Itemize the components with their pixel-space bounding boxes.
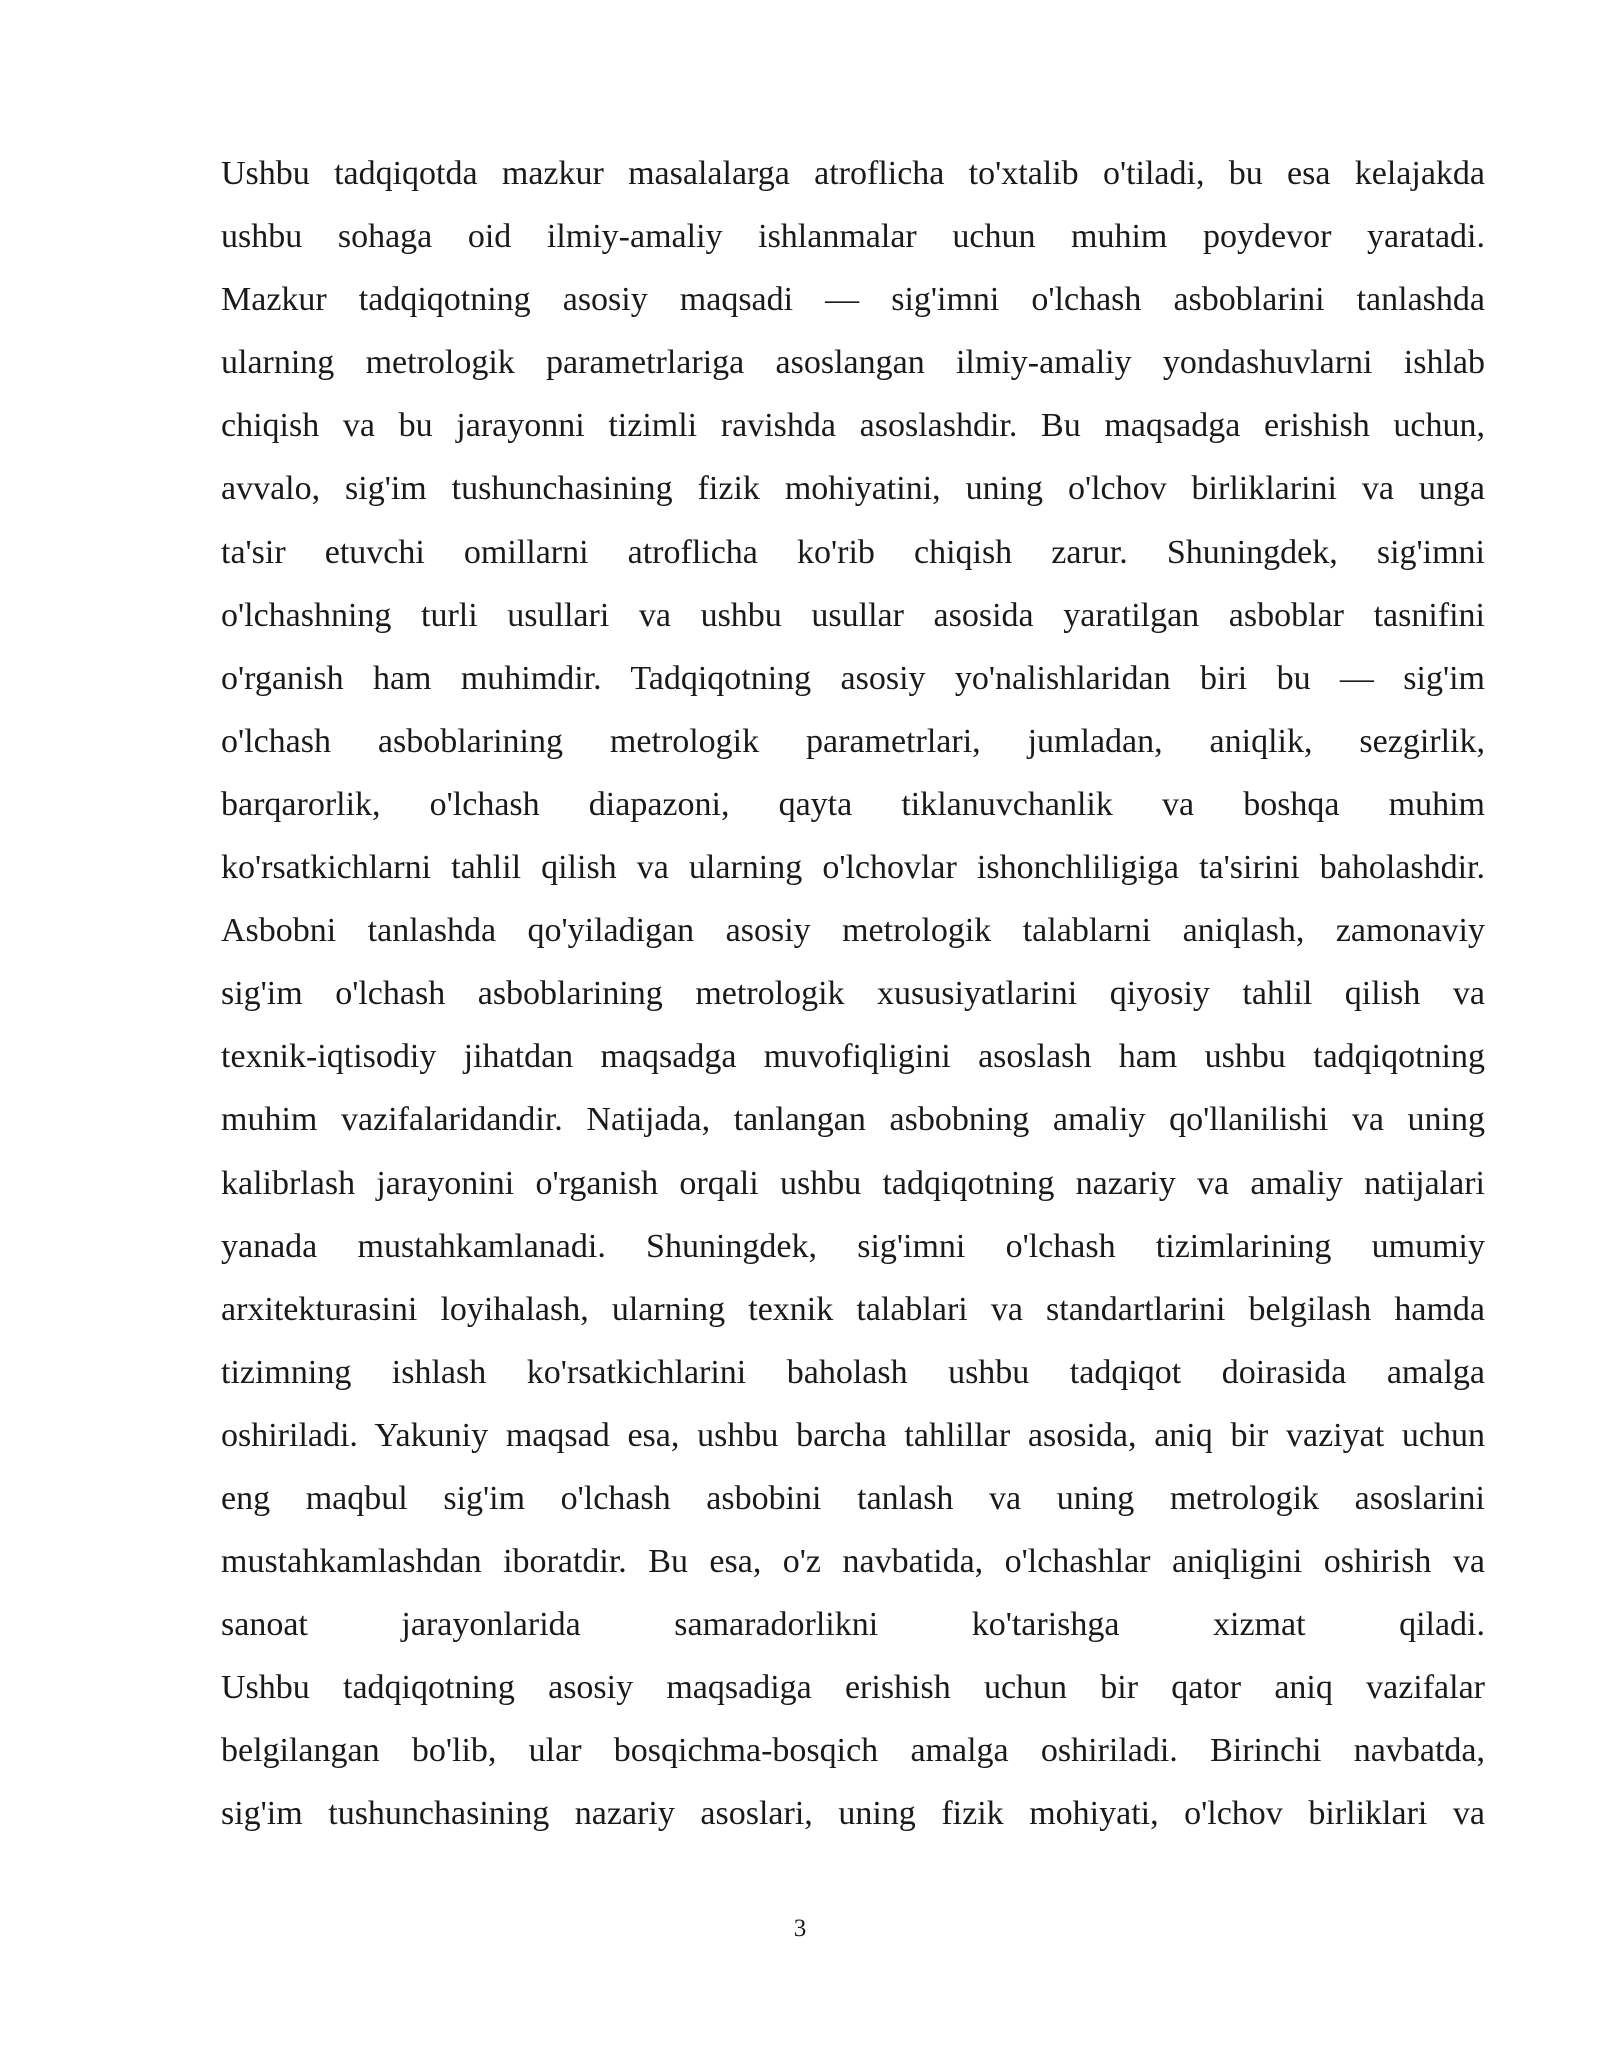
text-line: mustahkamlashdan iboratdir. Bu esa, o'z navbatida, o'lchashlar aniqligini oshirish va bbox=[221, 1543, 1485, 1581]
body-text bbox=[221, 142, 1485, 1846]
text-line: sanoat jarayonlarida samaradorlikni ko'tarishga xizmat qiladi. bbox=[221, 1606, 1485, 1644]
text-line: o'lchashning turli usullari va ushbu usullar asosida yaratilgan asboblar tasnifini bbox=[221, 596, 1485, 634]
text-line: sig'im o'lchash asboblarining metrologik xususiyatlarini qiyosiy tahlil qilish va bbox=[221, 975, 1485, 1013]
text-line: oshiriladi. Yakuniy maqsad esa, ushbu barcha tahlillar asosida, aniq bir vaziyat uchun bbox=[221, 1416, 1485, 1454]
text-line: o'lchash asboblarining metrologik parametrlari, jumladan, aniqlik, sezgirlik, bbox=[221, 722, 1485, 760]
text-line: Asbobni tanlashda qo'yiladigan asosiy metrologik talablarni aniqlash, zamonaviy bbox=[221, 912, 1485, 950]
text-line: muhim vazifalaridandir. Natijada, tanlangan asbobning amaliy qo'llanilishi va uning bbox=[221, 1101, 1485, 1139]
text-line: arxitekturasini loyihalash, ularning texnik talablari va standartlarini belgilash hamda bbox=[221, 1290, 1485, 1328]
text-line: ularning metrologik parametrlariga asoslangan ilmiy-amaliy yondashuvlarni ishlab bbox=[221, 344, 1485, 382]
text-line: avvalo, sig'im tushunchasining fizik mohiyatini, uning o'lchov birliklarini va unga bbox=[221, 470, 1485, 508]
text-line: o'rganish ham muhimdir. Tadqiqotning asosiy yo'nalishlaridan biri bu — sig'im bbox=[221, 659, 1485, 697]
text-line: barqarorlik, o'lchash diapazoni, qayta tiklanuvchanlik va boshqa muhim bbox=[221, 785, 1485, 823]
text-line: Mazkur tadqiqotning asosiy maqsadi — sig'imni o'lchash asboblarini tanlashda bbox=[221, 281, 1485, 319]
text-line: sig'im tushunchasining nazariy asoslari, uning fizik mohiyati, o'lchov birliklari va bbox=[221, 1795, 1485, 1833]
text-line: tizimning ishlash ko'rsatkichlarini baholash ushbu tadqiqot doirasida amalga bbox=[221, 1353, 1485, 1391]
text-line: kalibrlash jarayonini o'rganish orqali ushbu tadqiqotning nazariy va amaliy natijalari bbox=[221, 1164, 1485, 1202]
text-line: Ushbu tadqiqotning asosiy maqsadiga erishish uchun bir qator aniq vazifalar bbox=[221, 1669, 1485, 1707]
text-line: eng maqbul sig'im o'lchash asbobini tanlash va uning metrologik asoslarini bbox=[221, 1479, 1485, 1517]
text-line: chiqish va bu jarayonni tizimli ravishda asoslashdir. Bu maqsadga erishish uchun, bbox=[221, 407, 1485, 445]
text-line: belgilangan bo'lib, ular bosqichma-bosqich amalga oshiriladi. Birinchi navbatda, bbox=[221, 1732, 1485, 1770]
page-number: 3 bbox=[793, 1915, 807, 1942]
text-line: ta'sir etuvchi omillarni atroflicha ko'rib chiqish zarur. Shuningdek, sig'imni bbox=[221, 533, 1485, 571]
text-line: ko'rsatkichlarni tahlil qilish va ularning o'lchovlar ishonchliligiga ta'sirini baholashdir. bbox=[221, 849, 1485, 887]
text-line: yanada mustahkamlanadi. Shuningdek, sig'imni o'lchash tizimlarining umumiy bbox=[221, 1227, 1485, 1265]
text-line: texnik-iqtisodiy jihatdan maqsadga muvofiqligini asoslash ham ushbu tadqiqotning bbox=[221, 1038, 1485, 1076]
text-line: Ushbu tadqiqotda mazkur masalalarga atroflicha to'xtalib o'tiladi, bu esa kelajakda bbox=[221, 155, 1485, 192]
text-line: ushbu sohaga oid ilmiy-amaliy ishlanmalar uchun muhim poydevor yaratadi. bbox=[221, 218, 1485, 256]
